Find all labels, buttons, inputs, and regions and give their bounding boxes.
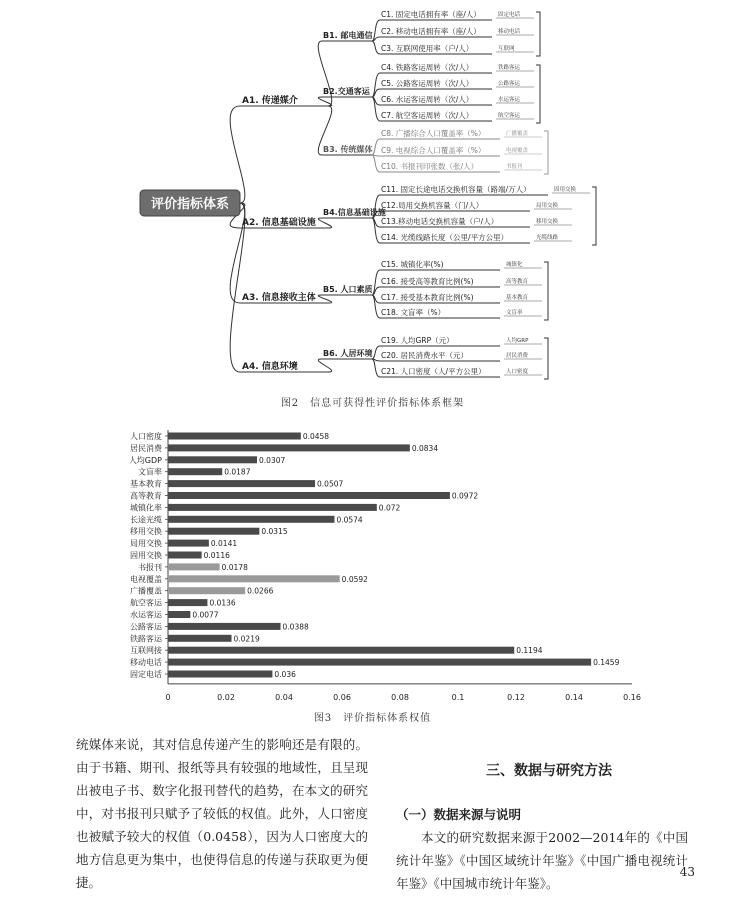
subsection-title: （一）数据来源与说明 — [396, 807, 522, 822]
c-node-label: C3. 互联网使用率（户/人） — [381, 44, 474, 53]
c-note-label: 广播覆盖 — [506, 131, 529, 137]
x-tick-label: 0 — [165, 692, 171, 702]
right-paragraph: 本文的研究数据来源于2002—2014年的《中国统计年鉴》《中国区域统计年鉴》《中国广播电视统计年鉴》《中国城市统计年鉴》。 — [396, 830, 688, 891]
b-node-label: B4.信息基础设施 — [323, 208, 386, 217]
c-node-label: C16. 接受高等教育比例(%) — [381, 277, 474, 286]
figure2-mindmap — [0, 0, 745, 385]
branch-line — [372, 359, 380, 377]
bar — [168, 528, 259, 535]
branch-line — [372, 73, 380, 97]
value-label: 0.0307 — [259, 455, 286, 465]
x-tick-label: 0.02 — [217, 692, 235, 702]
branch-line — [372, 139, 380, 155]
c-note-label: 固定电话 — [498, 12, 521, 18]
b-node-label: B1. 邮电通信 — [323, 31, 373, 40]
c-note-label: 铁路客运 — [498, 65, 521, 71]
b-node-label: B2.交通客运 — [323, 87, 370, 96]
branch-line — [318, 41, 331, 106]
value-label: 0.0141 — [210, 539, 238, 549]
value-label: 0.0178 — [221, 562, 248, 572]
category-label: 广播覆盖 — [130, 586, 162, 596]
c-node-label: C7. 航空客运周转（次/人） — [381, 111, 474, 120]
bar — [168, 456, 257, 463]
c-node-label: C8. 广播综合人口覆盖率（%） — [381, 129, 486, 138]
c-note-label: 人均GRP — [506, 338, 529, 344]
category-label: 居民消费 — [130, 443, 162, 453]
value-label: 0.0388 — [282, 622, 309, 632]
c-node-label: C14. 光缆线路长度（公里/平方公里） — [381, 233, 509, 242]
value-label: 0.0834 — [411, 443, 439, 453]
value-label: 0.0116 — [203, 551, 230, 560]
c-node-label: C10. 书报刊印张数（张/人） — [381, 162, 479, 171]
bar — [168, 647, 514, 654]
branch-line — [318, 218, 331, 228]
category-label: 移动电话 — [130, 658, 162, 668]
bracket — [544, 338, 548, 379]
c-note-label: 移用交换 — [536, 219, 559, 225]
value-label: 0.0136 — [209, 598, 236, 608]
c-node-label: C12.局用交换机容量（门/人） — [381, 201, 484, 210]
c-note-label: 移动电话 — [498, 29, 521, 35]
value-label: 0.0458 — [302, 432, 330, 441]
bar — [168, 635, 232, 642]
category-label: 移用交换 — [130, 527, 162, 537]
category-label: 铁路客运 — [130, 634, 162, 644]
c-node-label: C15. 城镇化率(%) — [381, 260, 444, 269]
figure3-caption: 图3 评价指标体系权值 — [313, 713, 432, 724]
section-title: 三、数据与研究方法 — [486, 763, 612, 779]
page-number: 43 — [679, 865, 695, 879]
c-note-label: 光缆线路 — [536, 235, 559, 241]
branch-line — [318, 295, 331, 303]
branch-line — [372, 270, 380, 295]
c-note-label: 城镇化 — [506, 262, 523, 268]
c-node-label: C19. 人均GRP（元） — [381, 336, 454, 345]
bar — [168, 433, 301, 440]
left-paragraph: 统媒体来说，其对信息传递产生的影响还是有限的。由于书籍、期刊、报纸等具有较强的地域性，且呈现出被电子书、数字化报刊替代的趋势，在本文的研究中，对书报刊只赋予了较低的权值。此外，人口密度也被赋予较大的权值（0.0458），因为人口密度大的地方信息更为集中，也使得信息的传递与获取更为便捷。 — [76, 737, 368, 890]
c-node-label: C4. 铁路客运周转（次/人） — [381, 63, 474, 72]
branch-line — [372, 218, 380, 243]
bar — [168, 563, 220, 570]
bracket — [544, 131, 548, 174]
bar — [168, 587, 245, 594]
bar — [168, 492, 450, 499]
category-label: 长途光缆 — [130, 515, 162, 525]
branch-line — [318, 97, 331, 106]
c-node-label: C9. 电视综合人口覆盖率（%） — [381, 146, 486, 155]
branch-line — [372, 295, 380, 318]
bar — [168, 444, 410, 451]
value-label: 0.0507 — [317, 479, 344, 489]
category-label: 固用交换 — [130, 551, 162, 560]
c-note-label: 固用交换 — [554, 187, 577, 193]
b-node-label: B6. 人居环境 — [323, 349, 373, 358]
c-note-label: 局用交换 — [536, 203, 559, 209]
category-label: 高等教育 — [130, 491, 162, 501]
figure2-caption: 图2 信息可获得性评价指标体系框架 — [280, 398, 465, 409]
bracket — [544, 262, 548, 320]
c-note-label: 水运客运 — [498, 97, 521, 103]
bar — [168, 575, 340, 582]
value-label: 0.036 — [274, 670, 296, 679]
c-note-label: 高等教育 — [506, 279, 529, 285]
bar — [168, 623, 281, 630]
c-node-label: C5. 公路客运周转（次/人） — [381, 79, 474, 88]
branch-line — [372, 41, 380, 54]
bar — [168, 552, 202, 559]
category-label: 人均GDP — [128, 455, 162, 465]
x-tick-label: 0.06 — [333, 692, 351, 702]
a-node-label: A3. 信息接收主体 — [242, 293, 316, 303]
bar — [168, 540, 209, 547]
category-label: 人口密度 — [130, 432, 162, 441]
bracket — [536, 65, 540, 123]
value-label: 0.0077 — [192, 610, 219, 620]
c-node-label: C1. 固定电话拥有率（座/人） — [381, 10, 481, 19]
branch-line — [230, 106, 245, 203]
a-node-label: A2. 信息基础设施 — [242, 218, 316, 228]
a-node-label: A1. 传递媒介 — [242, 96, 298, 106]
c-node-label: C6. 水运客运周转（次/人） — [381, 95, 474, 104]
b-node-label: B5. 人口素质 — [323, 285, 373, 294]
c-node-label: C21. 人口密度（人/平方公里） — [381, 367, 486, 376]
category-label: 局用交换 — [130, 539, 162, 549]
c-note-label: 电视覆盖 — [506, 148, 529, 154]
value-label: 0.072 — [378, 503, 401, 513]
value-label: 0.0219 — [233, 634, 260, 644]
x-tick-label: 0.08 — [391, 692, 409, 702]
bar — [168, 659, 591, 666]
c-note-label: 基本教育 — [506, 295, 529, 301]
bar — [168, 516, 334, 523]
value-label: 0.0972 — [451, 491, 479, 501]
c-note-label: 书报刊 — [506, 164, 523, 170]
branch-line — [318, 359, 331, 372]
value-label: 0.0592 — [341, 574, 368, 584]
c-node-label: C20. 居民消费水平（元） — [381, 351, 469, 360]
c-note-label: 互联网 — [498, 46, 515, 52]
branch-line — [372, 155, 380, 172]
x-tick-label: 0.16 — [623, 692, 641, 702]
c-note-label: 文盲率 — [506, 310, 523, 316]
c-node-label: C2. 移动电话拥有率（座/人） — [381, 27, 481, 36]
category-label: 互联网接 — [130, 646, 162, 656]
x-tick-label: 0.14 — [565, 692, 583, 702]
c-note-label: 航空客运 — [498, 113, 521, 119]
category-label: 书报刊 — [138, 562, 162, 572]
x-tick-label: 0.1 — [451, 692, 465, 702]
bar — [168, 611, 190, 618]
x-tick-label: 0.04 — [275, 692, 293, 702]
figure3-bar-chart — [0, 420, 745, 710]
bar — [168, 468, 222, 475]
bar — [168, 480, 315, 487]
value-label: 0.0574 — [336, 515, 363, 525]
category-label: 电视覆盖 — [130, 574, 162, 584]
bracket — [536, 12, 540, 56]
category-label: 城镇化率 — [130, 503, 162, 513]
root-node-label: 评价指标体系 — [150, 197, 230, 212]
bar — [168, 671, 272, 678]
c-note-label: 人口密度 — [506, 369, 529, 375]
value-label: 0.0315 — [261, 527, 288, 537]
c-node-label: C11. 固定长途电话交换机容量（路端/万人） — [381, 185, 531, 194]
c-note-label: 公路客运 — [498, 81, 521, 87]
c-node-label: C13.移动电话交换机容量（户/人） — [381, 217, 499, 226]
value-label: 0.1459 — [593, 658, 620, 668]
c-node-label: C18. 文盲率（%） — [381, 308, 446, 317]
category-label: 文盲率 — [138, 467, 162, 477]
category-label: 水运客运 — [130, 610, 162, 620]
category-label: 基本教育 — [130, 479, 162, 489]
bracket — [592, 187, 596, 245]
value-label: 0.0187 — [224, 467, 251, 477]
c-node-label: C17. 接受基本教育比例(%) — [381, 293, 474, 302]
category-label: 固定电话 — [130, 670, 162, 679]
b-node-label: B3. 传统媒体 — [323, 145, 373, 154]
x-tick-label: 0.12 — [507, 692, 525, 702]
c-note-label: 居民消费 — [506, 353, 529, 359]
value-label: 0.1194 — [516, 646, 543, 656]
value-label: 0.0266 — [247, 586, 274, 596]
a-node-label: A4. 信息环境 — [242, 362, 298, 372]
category-label: 公路客运 — [130, 622, 162, 632]
category-label: 航空客运 — [130, 598, 162, 608]
bar — [168, 599, 207, 606]
branch-line — [372, 97, 380, 121]
bar — [168, 504, 377, 511]
branch-line — [372, 346, 380, 359]
